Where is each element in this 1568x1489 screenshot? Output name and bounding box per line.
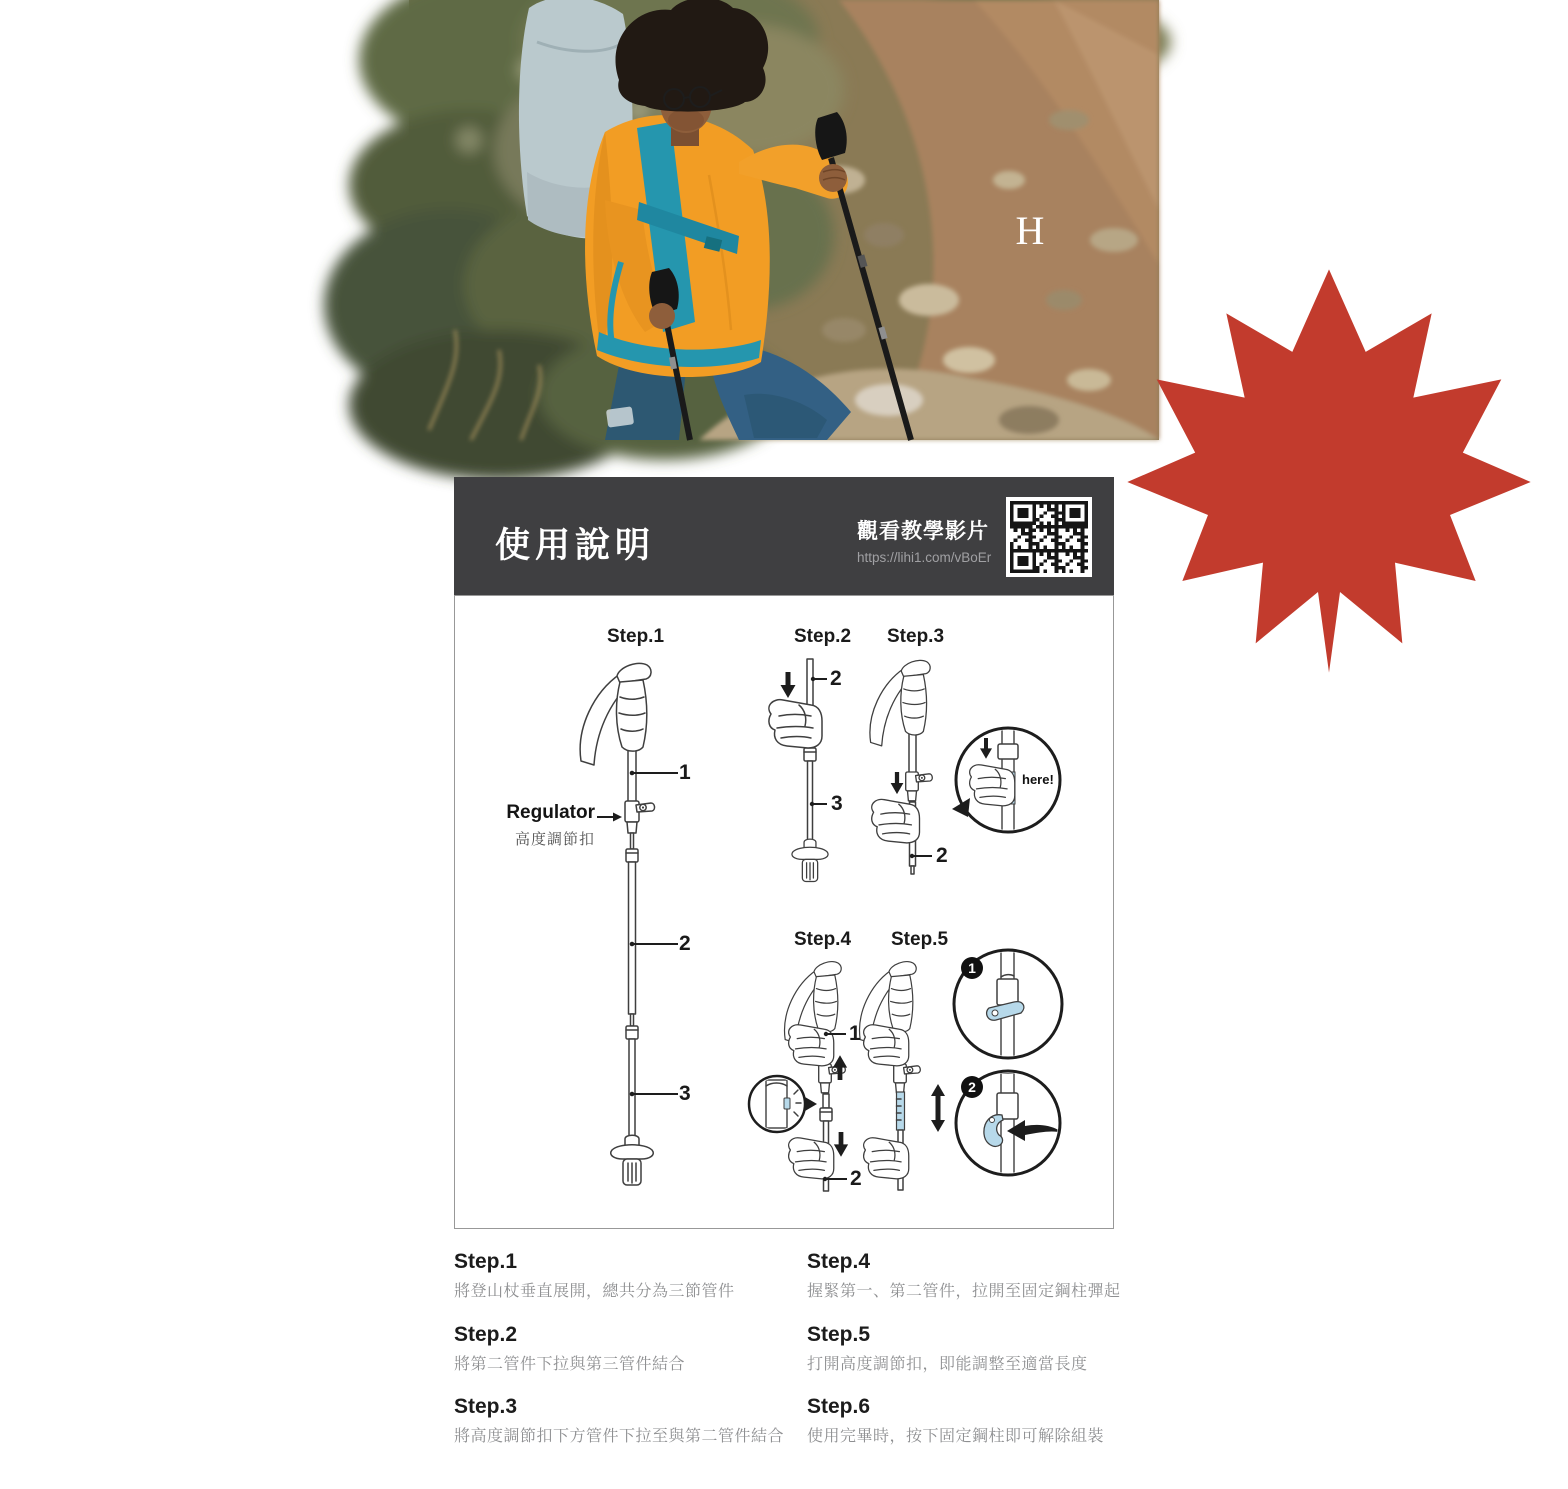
product-instruction-page: [409, 0, 1159, 1489]
hero-photo: [409, 0, 1159, 440]
instruction-text: 使用完畢時，按下固定鋼柱即可解除組裝: [807, 1428, 1105, 1446]
instruction-item: [807, 1395, 1142, 1448]
instruction-text: 將登山杖垂直展開，總共分為三節管件: [454, 1283, 735, 1300]
regulator-callout: [470, 802, 595, 849]
tutorial-video-url: https://lihi1.com/vBoEr: [857, 550, 992, 565]
instruction-title: Step.6: [807, 1395, 871, 1419]
regulator-label-en: Regulator: [506, 802, 595, 823]
instruction-text: 握緊第一、第二管件，拉開至固定鋼柱彈起: [807, 1283, 1121, 1300]
instruction-text: 打開高度調節扣，即能調整至適當長度: [807, 1355, 1088, 1373]
step4-pole-diagram: [785, 962, 849, 1191]
part-label-3: 3: [679, 1082, 691, 1105]
tutorial-video-label: 觀看教學影片: [857, 520, 989, 543]
step5-diagram-label: Step.5: [891, 929, 949, 950]
instruction-item: [454, 1395, 804, 1448]
instruction-title: Step.5: [807, 1322, 871, 1346]
instructions-header-bar: [454, 477, 1114, 595]
step2-part-label-2: 2: [830, 667, 842, 690]
instruction-text: 將第二管件下拉與第三管件結合: [454, 1355, 686, 1373]
instruction-item: [454, 1250, 804, 1303]
step4-part-label-1: 1: [849, 1022, 861, 1045]
part-label-2: 2: [679, 932, 691, 955]
page-title: 使用說明: [495, 526, 656, 565]
step1-pole-diagram: [580, 663, 678, 1185]
instruction-title: Step.1: [454, 1250, 518, 1273]
step2-part-label-3: 3: [831, 792, 843, 815]
tutorial-video-block: [857, 515, 991, 565]
step2-diagram-label: Step.2: [794, 626, 852, 647]
step3-part-label-2: 2: [936, 844, 948, 867]
instruction-title: Step.4: [807, 1250, 871, 1273]
instruction-title: Step.2: [454, 1322, 518, 1346]
diagram-box: [454, 595, 1114, 1229]
step1-diagram-label: Step.1: [607, 626, 665, 647]
inset-badge-2: 2: [961, 1076, 983, 1098]
step4-part-label-2: 2: [850, 1167, 862, 1190]
instruction-item: [454, 1323, 804, 1376]
instruction-title: Step.3: [454, 1395, 518, 1419]
inset-badge-1: 1: [961, 957, 983, 979]
here-label: here!: [1022, 772, 1054, 787]
step4-button-inset: [749, 1076, 817, 1132]
step2-pole-diagram: [769, 659, 828, 881]
instructions-column-left: [454, 1250, 804, 1468]
step3-diagram-label: Step.3: [887, 626, 945, 647]
instructions-column-right: [807, 1250, 1142, 1468]
part-label-1: 1: [679, 761, 691, 784]
instruction-item: [807, 1323, 1142, 1376]
left-hand: [649, 303, 675, 329]
step-diagrams: [455, 596, 1113, 1228]
step3-pole-diagram: [870, 660, 932, 874]
step4-diagram-label: Step.4: [794, 929, 852, 950]
qr-code: [1006, 497, 1092, 577]
step5-pole-diagram: [860, 962, 945, 1190]
regulator-label-zh: 高度調節扣: [514, 831, 595, 848]
instruction-item: [807, 1250, 1142, 1303]
instruction-text: 將高度調節扣下方管件下拉至與第二管件結合: [454, 1428, 785, 1446]
brand-name: H: [954, 211, 1106, 731]
